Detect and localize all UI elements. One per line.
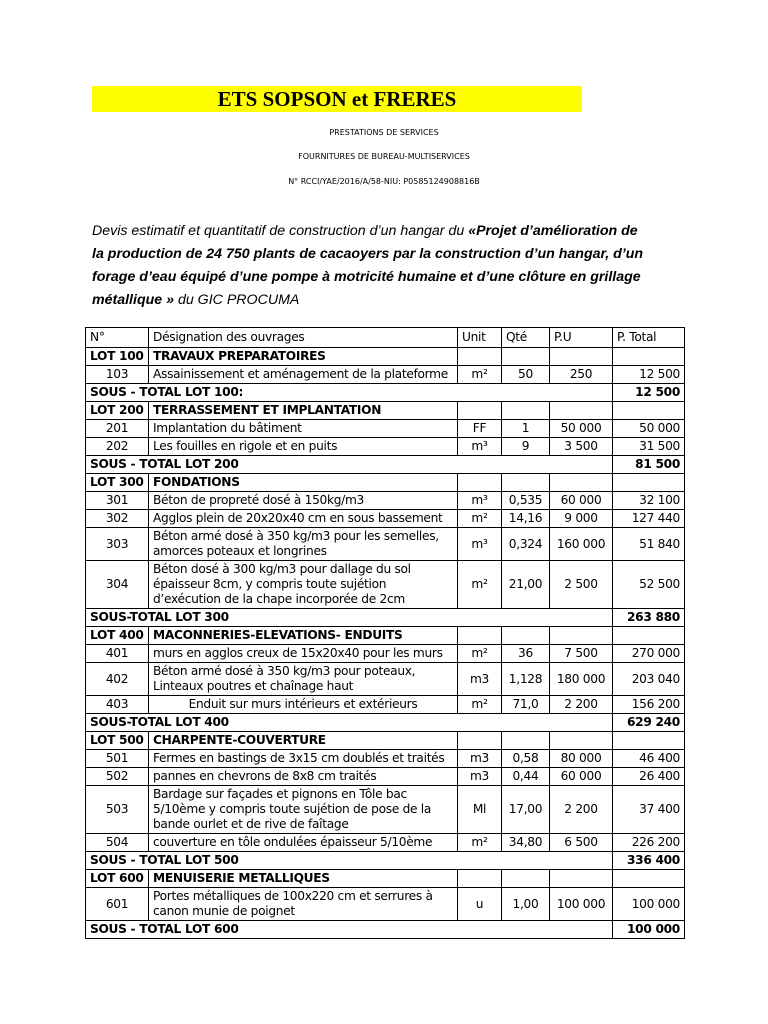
lot-title: TERRASSEMENT ET IMPLANTATION: [149, 402, 458, 420]
item-designation: Bardage sur façades et pignons en Tôle bac 5/10ème y compris toute sujétion de pose de la bande ourlet et de rive de faîtage: [149, 786, 458, 834]
lot-code: LOT 200: [86, 402, 149, 420]
item-designation: Implantation du bâtiment: [149, 420, 458, 438]
table-row: [86, 888, 685, 921]
item-number: 502: [86, 768, 149, 786]
item-quantity: 9: [502, 438, 550, 456]
item-unit: u: [458, 888, 502, 921]
item-unit: m²: [458, 561, 502, 609]
item-unit: m²: [458, 510, 502, 528]
table-row: [86, 696, 685, 714]
lot-header-row: [86, 402, 685, 420]
item-unit-price: 60 000: [550, 768, 613, 786]
item-designation: Agglos plein de 20x20x40 cm en sous bassement: [149, 510, 458, 528]
subtotal-row: [86, 921, 685, 939]
item-quantity: 0,324: [502, 528, 550, 561]
item-designation: Enduit sur murs intérieurs et extérieurs: [149, 696, 458, 714]
item-quantity: 34,80: [502, 834, 550, 852]
item-number: 103: [86, 366, 149, 384]
subtotal-value: 263 880: [613, 609, 685, 627]
table-row: [86, 561, 685, 609]
item-total: 26 400: [613, 768, 685, 786]
table-row: [86, 663, 685, 696]
lot-header-row: [86, 732, 685, 750]
table-row: [86, 438, 685, 456]
item-designation: Béton dosé à 300 kg/m3 pour dallage du sol épaisseur 8cm, y compris toute sujétion d’exécution de la chape incorporée de 2cm: [149, 561, 458, 609]
subtotal-label: SOUS - TOTAL LOT 600: [86, 921, 613, 939]
item-designation: Fermes en bastings de 3x15 cm doublés et traités: [149, 750, 458, 768]
item-unit-price: 250: [550, 366, 613, 384]
item-total: 52 500: [613, 561, 685, 609]
lot-code: LOT 300: [86, 474, 149, 492]
lot-code: LOT 400: [86, 627, 149, 645]
item-unit: m³: [458, 438, 502, 456]
item-unit: m3: [458, 750, 502, 768]
item-unit-price: 100 000: [550, 888, 613, 921]
item-total: 32 100: [613, 492, 685, 510]
item-unit: m³: [458, 492, 502, 510]
intro-gic: du GIC PROCUMA: [174, 292, 300, 308]
lot-title: TRAVAUX PREPARATOIRES: [149, 348, 458, 366]
table-row: [86, 528, 685, 561]
item-designation: Les fouilles en rigole et en puits: [149, 438, 458, 456]
table-row: [86, 510, 685, 528]
item-unit: Ml: [458, 786, 502, 834]
item-unit-price: 2 200: [550, 696, 613, 714]
subtotal-row: [86, 384, 685, 402]
quote-introduction: [92, 220, 652, 312]
table-row: [86, 768, 685, 786]
subtotal-value: 100 000: [613, 921, 685, 939]
lot-title: MENUISERIE METALLIQUES: [149, 870, 458, 888]
subtotal-value: 81 500: [613, 456, 685, 474]
lot-title: CHARPENTE-COUVERTURE: [149, 732, 458, 750]
item-total: 100 000: [613, 888, 685, 921]
table-header-row: [86, 328, 685, 348]
item-total: 226 200: [613, 834, 685, 852]
table-row: [86, 420, 685, 438]
lot-header-row: [86, 870, 685, 888]
col-header-designation: Désignation des ouvrages: [149, 328, 458, 348]
item-unit-price: 50 000: [550, 420, 613, 438]
item-quantity: 71,0: [502, 696, 550, 714]
item-total: 127 440: [613, 510, 685, 528]
item-unit-price: 2 200: [550, 786, 613, 834]
item-number: 303: [86, 528, 149, 561]
item-unit: m²: [458, 696, 502, 714]
item-quantity: 0,58: [502, 750, 550, 768]
col-header-unit-price: P.U: [550, 328, 613, 348]
item-number: 302: [86, 510, 149, 528]
item-number: 601: [86, 888, 149, 921]
project-title: «Projet d’amélioration de la production de 24 750 plants de cacaoyers par la construction d’un hangar, d’un forage d’eau équipé d’une pompe à motricité humaine et d’une clôture en grillage métallique »: [92, 223, 644, 308]
item-unit: m²: [458, 366, 502, 384]
quote-table: [85, 327, 685, 939]
intro-text: Devis estimatif et quantitatif de construction d’un hangar du: [92, 223, 469, 239]
item-unit: m²: [458, 834, 502, 852]
item-designation: pannes en chevrons de 8x8 cm traités: [149, 768, 458, 786]
item-designation: couverture en tôle ondulées épaisseur 5/10ème: [149, 834, 458, 852]
item-unit-price: 6 500: [550, 834, 613, 852]
subtotal-value: 336 400: [613, 852, 685, 870]
item-quantity: 1,00: [502, 888, 550, 921]
item-unit: m²: [458, 645, 502, 663]
item-unit-price: 80 000: [550, 750, 613, 768]
item-total: 46 400: [613, 750, 685, 768]
table-row: [86, 834, 685, 852]
item-unit-price: 60 000: [550, 492, 613, 510]
item-unit-price: 7 500: [550, 645, 613, 663]
item-number: 403: [86, 696, 149, 714]
item-number: 201: [86, 420, 149, 438]
item-unit-price: 3 500: [550, 438, 613, 456]
item-number: 304: [86, 561, 149, 609]
lot-header-row: [86, 627, 685, 645]
lot-title: MACONNERIES-ELEVATIONS- ENDUITS: [149, 627, 458, 645]
table-row: [86, 645, 685, 663]
lot-header-row: [86, 474, 685, 492]
item-total: 50 000: [613, 420, 685, 438]
item-unit-price: 160 000: [550, 528, 613, 561]
item-unit-price: 2 500: [550, 561, 613, 609]
item-quantity: 50: [502, 366, 550, 384]
col-header-quantity: Qté: [502, 328, 550, 348]
item-total: 37 400: [613, 786, 685, 834]
lot-code: LOT 500: [86, 732, 149, 750]
item-designation: Béton de propreté dosé à 150kg/m3: [149, 492, 458, 510]
item-quantity: 0,44: [502, 768, 550, 786]
item-total: 12 500: [613, 366, 685, 384]
subtotal-row: [86, 609, 685, 627]
table-row: [86, 750, 685, 768]
lot-code: LOT 100: [86, 348, 149, 366]
item-unit-price: 9 000: [550, 510, 613, 528]
item-total: 31 500: [613, 438, 685, 456]
item-number: 503: [86, 786, 149, 834]
item-total: 51 840: [613, 528, 685, 561]
subtotal-value: 629 240: [613, 714, 685, 732]
item-number: 401: [86, 645, 149, 663]
subtotal-row: [86, 852, 685, 870]
item-number: 504: [86, 834, 149, 852]
subtotal-row: [86, 456, 685, 474]
table-row: [86, 366, 685, 384]
item-quantity: 14,16: [502, 510, 550, 528]
item-quantity: 36: [502, 645, 550, 663]
item-designation: Portes métalliques de 100x220 cm et serrures à canon munie de poignet: [149, 888, 458, 921]
item-number: 402: [86, 663, 149, 696]
col-header-unit: Unit: [458, 328, 502, 348]
item-designation: Assainissement et aménagement de la plateforme: [149, 366, 458, 384]
item-quantity: 17,00: [502, 786, 550, 834]
item-unit: m3: [458, 663, 502, 696]
item-quantity: 1: [502, 420, 550, 438]
item-total: 156 200: [613, 696, 685, 714]
services-line: PRESTATIONS DE SERVICES: [329, 128, 439, 137]
subtotal-row: [86, 714, 685, 732]
col-header-number: N°: [86, 328, 149, 348]
item-number: 301: [86, 492, 149, 510]
item-unit: FF: [458, 420, 502, 438]
lot-code: LOT 600: [86, 870, 149, 888]
item-total: 203 040: [613, 663, 685, 696]
item-unit: m³: [458, 528, 502, 561]
item-unit-price: 180 000: [550, 663, 613, 696]
supplies-line: FOURNITURES DE BUREAU-MULTISERVICES: [298, 152, 470, 161]
subtotal-value: 12 500: [613, 384, 685, 402]
item-total: 270 000: [613, 645, 685, 663]
item-designation: Béton armé dosé à 350 kg/m3 pour poteaux, Linteaux poutres et chaînage haut: [149, 663, 458, 696]
registration-line: N° RCCI/YAE/2016/A/58-NIU: P0585124908816B: [288, 177, 480, 186]
subtotal-label: SOUS-TOTAL LOT 300: [86, 609, 613, 627]
item-number: 501: [86, 750, 149, 768]
item-quantity: 1,128: [502, 663, 550, 696]
item-unit: m3: [458, 768, 502, 786]
lot-title: FONDATIONS: [149, 474, 458, 492]
item-number: 202: [86, 438, 149, 456]
table-row: [86, 786, 685, 834]
item-designation: Béton armé dosé à 350 kg/m3 pour les semelles, amorces poteaux et longrines: [149, 528, 458, 561]
subtotal-label: SOUS - TOTAL LOT 100:: [86, 384, 613, 402]
item-quantity: 0,535: [502, 492, 550, 510]
item-designation: murs en agglos creux de 15x20x40 pour les murs: [149, 645, 458, 663]
subtotal-label: SOUS-TOTAL LOT 400: [86, 714, 613, 732]
col-header-total-price: P. Total: [613, 328, 685, 348]
item-quantity: 21,00: [502, 561, 550, 609]
subtotal-label: SOUS - TOTAL LOT 500: [86, 852, 613, 870]
lot-header-row: [86, 348, 685, 366]
company-name: ETS SOPSON et FRERES: [92, 86, 582, 112]
subtotal-label: SOUS - TOTAL LOT 200: [86, 456, 613, 474]
table-row: [86, 492, 685, 510]
